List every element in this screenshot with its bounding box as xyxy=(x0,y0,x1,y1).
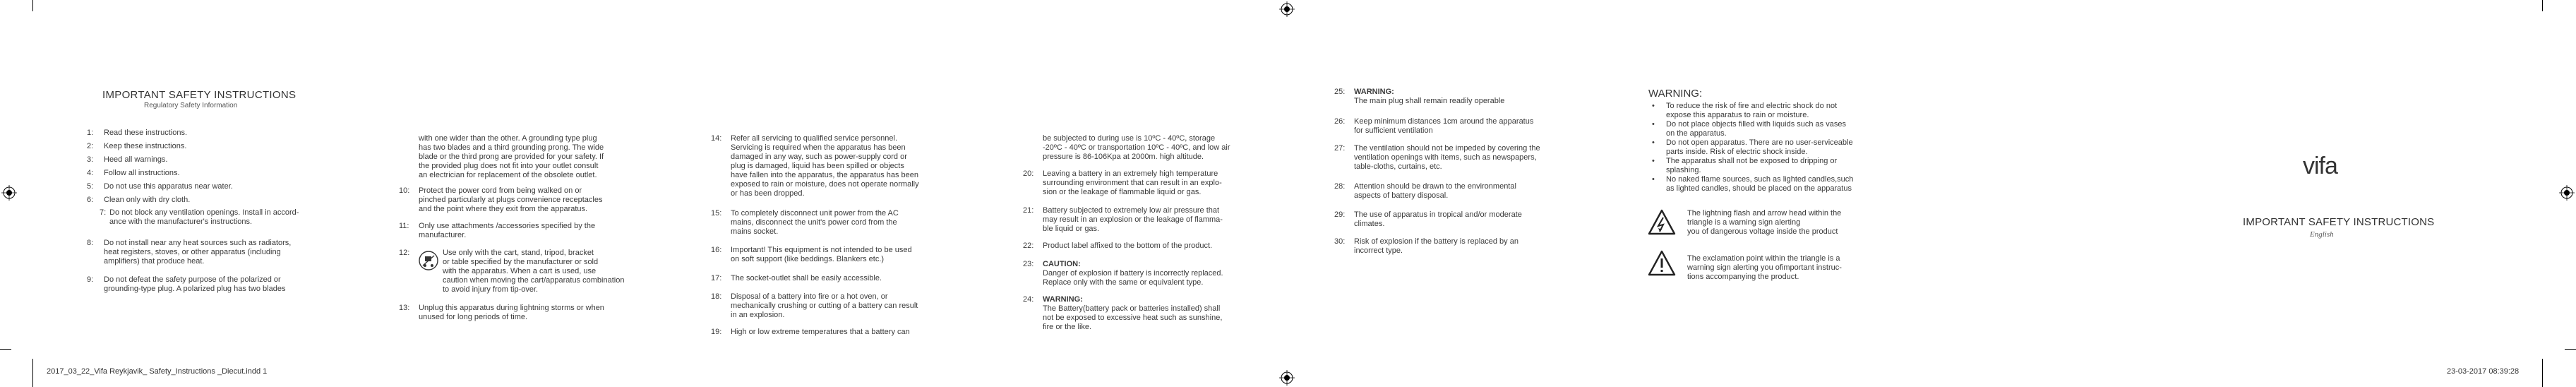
crop-mark xyxy=(2542,0,2543,11)
crop-mark xyxy=(2542,359,2543,387)
crop-mark xyxy=(0,349,11,350)
continued-text: with one wider than the other. A grounding type plug has two blades and a third grounding prong. The wide blade or the third prong are provided for your safety. If the provided plug does not fit into your outlet consult an electrician for replacement of the obsolete outlet. xyxy=(419,134,604,179)
footer-filename: 2017_03_22_Vifa Reykjavik_ Safety_Instructions _Diecut.indd 1 xyxy=(47,367,268,376)
registration-mark-icon xyxy=(2559,185,2575,201)
crop-mark xyxy=(2565,349,2576,350)
lightning-triangle-icon xyxy=(1648,209,1676,236)
footer-timestamp: 23-03-2017 08:39:28 xyxy=(2447,367,2520,376)
panel1-title: IMPORTANT SAFETY INSTRUCTIONS xyxy=(102,89,296,101)
crop-mark xyxy=(32,0,33,11)
registration-mark-icon xyxy=(1,185,17,201)
registration-mark-icon xyxy=(1279,370,1295,386)
cover-title: IMPORTANT SAFETY INSTRUCTIONS xyxy=(2243,216,2435,228)
cart-tipover-icon xyxy=(419,250,438,271)
crop-mark xyxy=(32,359,33,387)
registration-mark-icon xyxy=(1279,1,1295,17)
warning-heading: WARNING: xyxy=(1648,88,1703,100)
cover-subtitle: English xyxy=(2310,230,2334,239)
vifa-logo: vifa xyxy=(2303,153,2337,179)
exclamation-triangle-icon xyxy=(1648,250,1676,277)
continued-text: be subjected to during use is 10ºC - 40ºC, storage -20ºC - 40ºC or transportation 10ºC - 40ºC, and low air pressure is 86-106Kpa at 2000m. high altitude. xyxy=(1043,134,1230,161)
panel1-subtitle: Regulatory Safety Information xyxy=(144,102,238,109)
